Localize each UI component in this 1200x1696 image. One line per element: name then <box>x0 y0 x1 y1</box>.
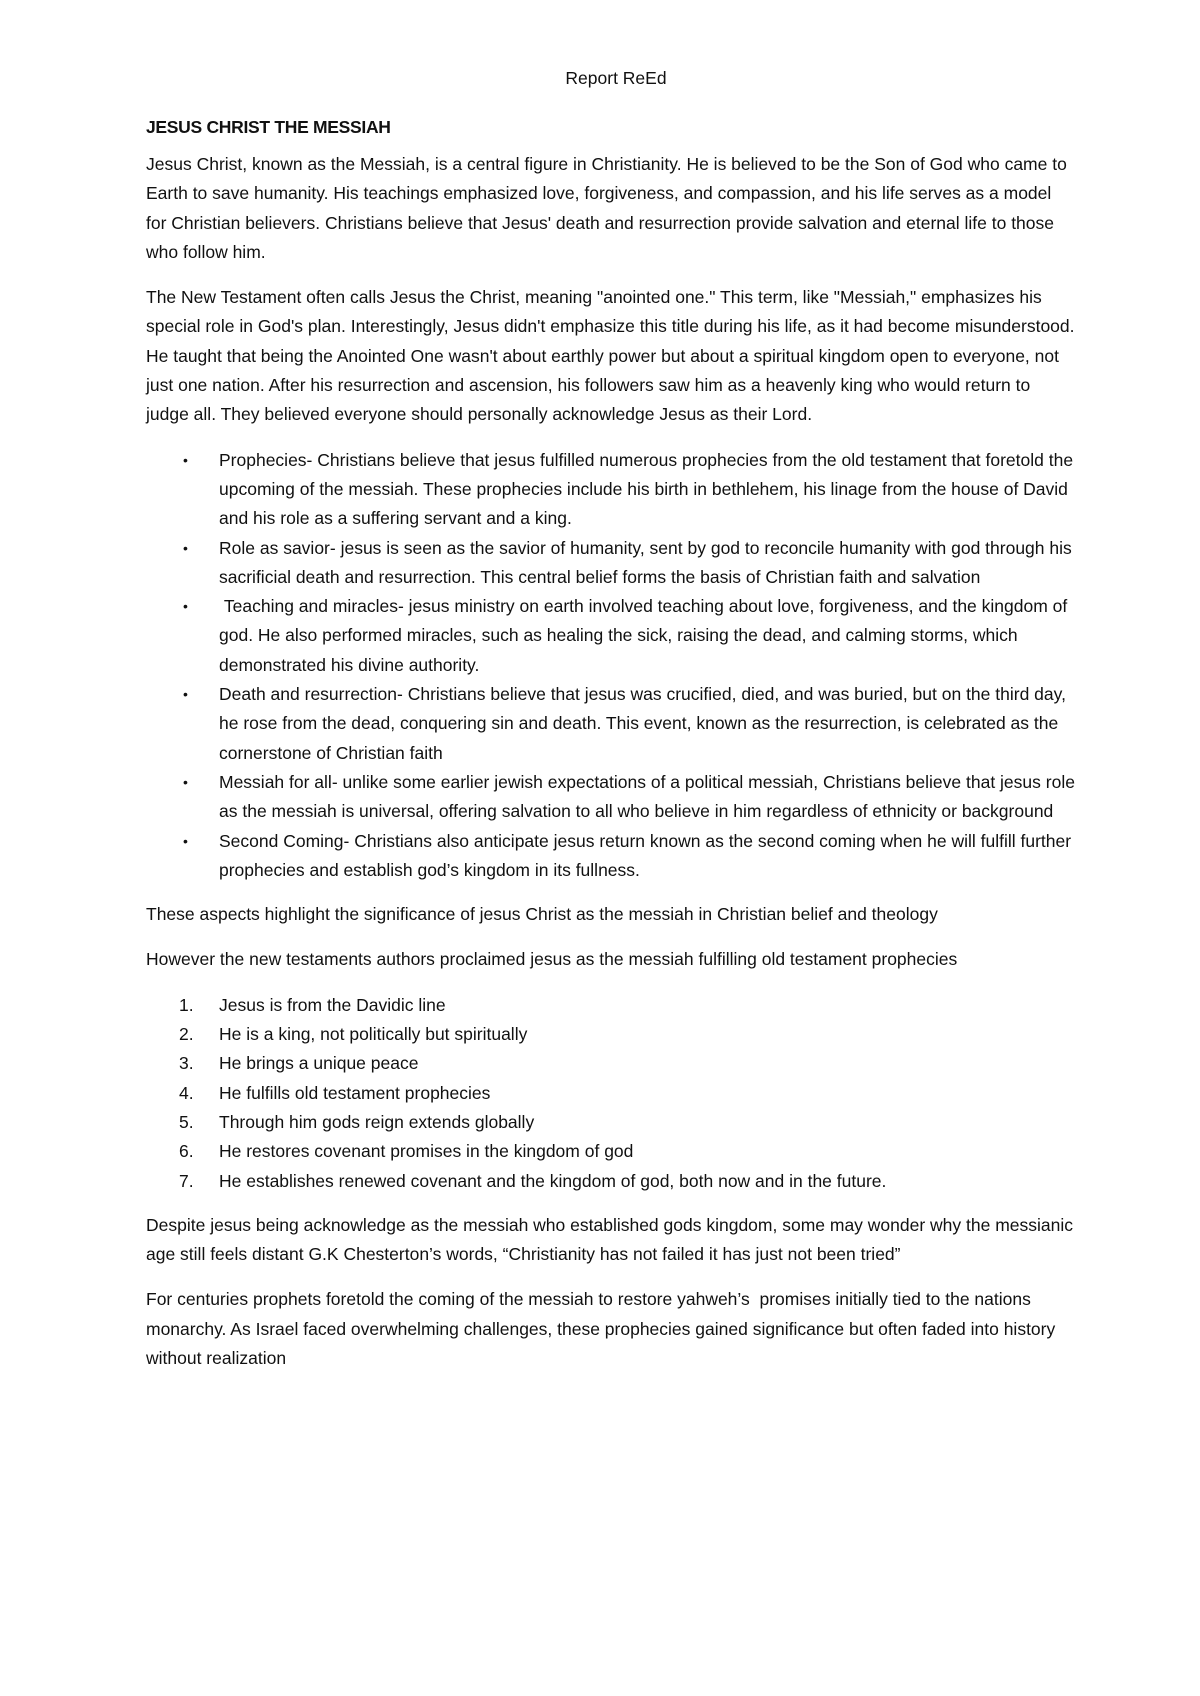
numbered-item <box>146 1167 1076 1196</box>
bullet-item <box>146 680 1076 768</box>
bullet-icon: • <box>183 539 188 556</box>
bullet-item-text: Teaching and miracles- jesus ministry on earth involved teaching about love, forgiveness, and the kingdom of god. He also performed miracles, such as healing the sick, raising the dead, and calming storms, which demonstrated his divine authority. <box>219 596 1073 675</box>
numbered-item-marker: 1. <box>179 994 194 1015</box>
numbered-item-text: He establishes renewed covenant and the kingdom of god, both now and in the future. <box>219 1170 887 1191</box>
numbered-item-text: Through him gods reign extends globally <box>219 1111 535 1132</box>
bullet-item <box>146 592 1076 680</box>
bullet-icon: • <box>183 598 188 615</box>
paragraph-new-testament-authors: However the new testaments authors proclaimed jesus as the messiah fulfilling old testament prophecies <box>146 949 958 970</box>
paragraph-chesterton: Despite jesus being acknowledge as the messiah who established gods kingdom, some may wonder why the messianic age still feels distant G.K Chesterton’s words, “Christianity has not failed it has just not been tried” <box>146 1214 1074 1265</box>
bullet-item-text: Death and resurrection- Christians believe that jesus was crucified, died, and was buried, but on the third day, he rose from the dead, conquering sin and death. This event, known as the resurrection, is celebrated as the cornerstone of Christian faith <box>219 684 1066 763</box>
bullet-list <box>146 446 1076 885</box>
numbered-item-text: Jesus is from the Davidic line <box>219 994 446 1015</box>
numbered-item-marker: 6. <box>179 1141 194 1162</box>
document-title: JESUS CHRIST THE MESSIAH <box>146 117 391 137</box>
document-body <box>146 64 1076 1389</box>
numbered-item-marker: 7. <box>179 1170 194 1191</box>
bullet-icon: • <box>183 773 188 790</box>
numbered-item <box>146 1137 1076 1166</box>
paragraph-significance: These aspects highlight the significance of jesus Christ as the messiah in Christian belief and theology <box>146 904 938 925</box>
bullet-item <box>146 446 1076 534</box>
bullet-icon: • <box>183 832 188 849</box>
numbered-item <box>146 991 1076 1020</box>
numbered-item-marker: 5. <box>179 1111 194 1132</box>
numbered-item <box>146 1079 1076 1108</box>
bullet-item-text: Second Coming- Christians also anticipate jesus return known as the second coming when he will fulfill further prophecies and establish god’s kingdom in its fullness. <box>219 830 1072 880</box>
bullet-item <box>146 768 1076 827</box>
numbered-item-text: He brings a unique peace <box>219 1053 419 1074</box>
bullet-icon: • <box>183 451 188 468</box>
numbered-item-marker: 4. <box>179 1082 194 1103</box>
paragraph-new-testament: The New Testament often calls Jesus the Christ, meaning "anointed one." This term, like "Messiah," emphasizes his special role in God's plan. Interestingly, Jesus didn't emphasize this title during his life, as it had become misunderstood. He taught that being the Anointed One wasn't about earthly power but about a spiritual kingdom open to everyone, not just one nation. After his resurrection and ascension, his followers saw him as a heavenly king who would return to judge all. They believed everyone should personally acknowledge Jesus as their Lord. <box>146 287 1075 425</box>
numbered-item <box>146 1049 1076 1078</box>
numbered-item <box>146 1020 1076 1049</box>
paragraph-prophets: For centuries prophets foretold the coming of the messiah to restore yahweh’s promises initially tied to the nations monarchy. As Israel faced overwhelming challenges, these prophecies gained significance but often faded into history without realization <box>146 1289 1061 1368</box>
numbered-item-marker: 2. <box>179 1024 194 1045</box>
bullet-item-text: Prophecies- Christians believe that jesus fulfilled numerous prophecies from the old testament that foretold the upcoming of the messiah. These prophecies include his birth in bethlehem, his linage from the house of David and his role as a suffering servant and a king. <box>219 449 1074 529</box>
numbered-list <box>146 991 1076 1196</box>
numbered-item-text: He fulfills old testament prophecies <box>219 1082 491 1103</box>
page-header: Report ReEd <box>565 68 667 88</box>
bullet-icon: • <box>183 686 188 703</box>
bullet-item-text: Messiah for all- unlike some earlier jewish expectations of a political messiah, Christians believe that jesus role as the messiah is universal, offering salvation to all who believe in him regardless of ethnicity or background <box>219 771 1075 822</box>
paragraph-intro: Jesus Christ, known as the Messiah, is a central figure in Christianity. He is believed to be the Son of God who came to Earth to save humanity. His teachings emphasized love, forgiveness, and compassion, and his life serves as a model for Christian believers. Christians believe that Jesus' death and resurrection provide salvation and eternal life to those who follow him. <box>146 154 1067 262</box>
numbered-item-text: He restores covenant promises in the kingdom of god <box>219 1141 634 1162</box>
bullet-item <box>146 534 1076 593</box>
numbered-item <box>146 1108 1076 1137</box>
bullet-item <box>146 827 1076 886</box>
numbered-item-marker: 3. <box>179 1053 194 1074</box>
bullet-item-text: Role as savior- jesus is seen as the savior of humanity, sent by god to reconcile humanity with god through his sacrificial death and resurrection. This central belief forms the basis of Christian faith and salvation <box>219 537 1072 587</box>
numbered-item-text: He is a king, not politically but spiritually <box>219 1024 528 1045</box>
